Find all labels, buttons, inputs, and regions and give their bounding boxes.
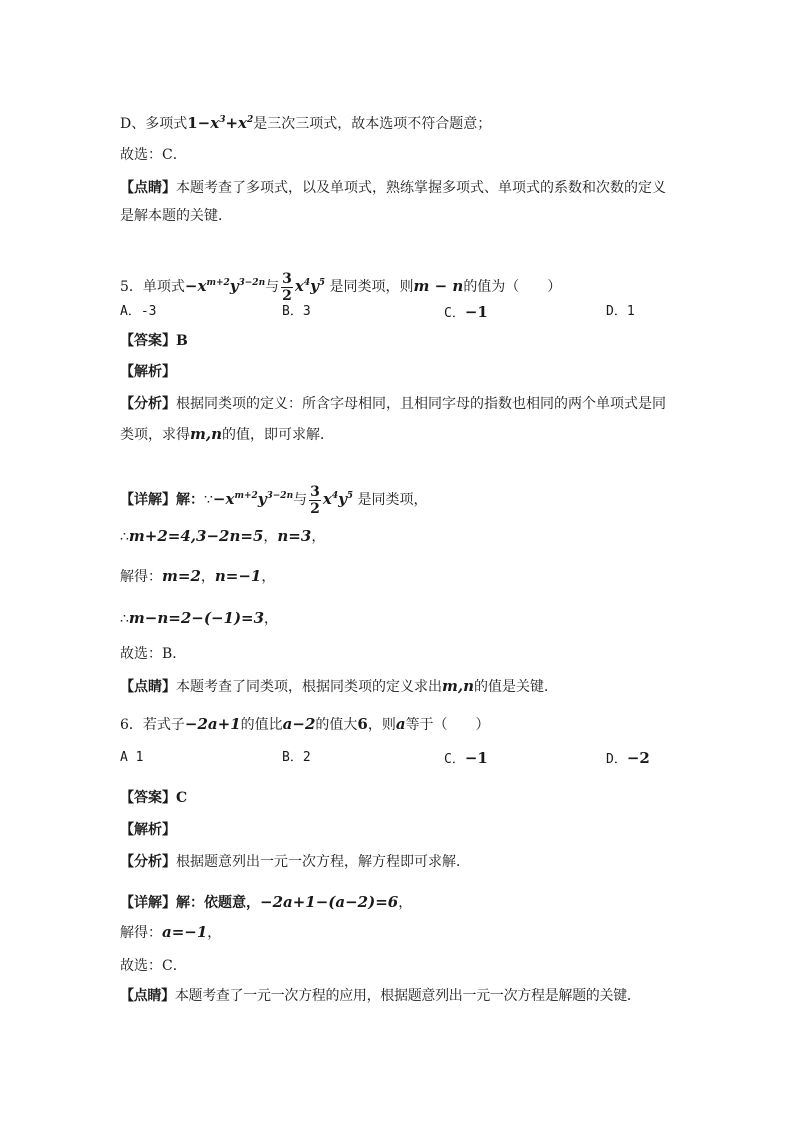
- text: 的值，即可求解．: [222, 427, 334, 443]
- note-label: 【点睛】: [120, 180, 176, 196]
- text: 解得：: [120, 925, 162, 941]
- text: 本题考查了一元一次方程的应用，根据题意列出一元一次方程是解题的关键．: [174, 988, 641, 1004]
- analysis-label: 【分析】: [120, 854, 176, 870]
- text: 故选：B．: [120, 646, 187, 662]
- text: 是同类项，则: [329, 279, 414, 295]
- option-b: B．3: [282, 304, 311, 319]
- text: C．: [444, 306, 465, 321]
- math-expression: m,n: [442, 677, 474, 695]
- text: 根据同类项的定义：所含字母相同，且相同字母的指数也相同的两个单项式是同: [176, 396, 666, 412]
- text: 故选：C．: [120, 958, 187, 974]
- analysis-header: [120, 362, 754, 382]
- detail-label: 【详解】解：依题意，: [120, 895, 260, 911]
- option-d: [606, 748, 650, 770]
- text: ，: [264, 611, 279, 627]
- note-paragraph-cont: [120, 206, 754, 226]
- math-expression: n=−1: [214, 567, 262, 585]
- math-value: −1: [464, 749, 488, 767]
- analysis-paragraph: [120, 852, 754, 872]
- text: ，: [200, 569, 215, 585]
- option-a: A．-3: [120, 304, 157, 319]
- text: 本题考查了多项式，以及单项式，熟练掌握多项式、单项式的系数和次数的定义: [176, 180, 666, 196]
- math-expression: n=3: [277, 527, 312, 545]
- option-b: B．2: [282, 750, 311, 765]
- text: 故选：C．: [120, 147, 187, 163]
- text: 是同类项，: [357, 492, 428, 508]
- option-c: [444, 302, 488, 324]
- text: 是解本题的关键．: [120, 208, 232, 224]
- question-text: 6．若式子: [120, 717, 185, 733]
- step-3: [120, 608, 754, 629]
- analysis-paragraph-cont: [120, 424, 754, 445]
- choice-line: [120, 644, 754, 664]
- text: 【解析】: [120, 364, 176, 380]
- text: 与: [293, 492, 308, 508]
- math-expression: m − n: [413, 277, 464, 295]
- text: ，: [263, 529, 278, 545]
- text: 的值比: [240, 717, 283, 733]
- text: 等于（ ）: [405, 717, 490, 733]
- text: 的值大: [315, 717, 358, 733]
- option-d-explanation: [120, 110, 754, 134]
- math-expression: $1-x^3+x^2$: [187, 114, 254, 132]
- analysis-label: 【分析】: [120, 396, 176, 412]
- answer-line: [120, 788, 754, 808]
- note-label: 【点睛】: [120, 988, 175, 1004]
- math-expression: m=2: [162, 567, 201, 585]
- math-value: −2: [626, 749, 650, 767]
- detail-line: [120, 892, 754, 913]
- text: 的值是关键．: [474, 679, 558, 695]
- text: ，则: [367, 717, 396, 733]
- math-expression: −2a+1−(a−2)=6: [260, 893, 399, 911]
- answer-label: 【答案】B: [120, 333, 188, 349]
- detail-label: 【详解】解：: [120, 492, 204, 508]
- text: ，: [398, 895, 413, 911]
- math-expression: m+2=4,3−2n=5: [128, 527, 264, 545]
- monomial-2: $x^4y^5$: [322, 490, 354, 508]
- math-expression: a−2: [282, 715, 316, 733]
- fraction: [309, 484, 321, 517]
- step-1: [120, 526, 754, 547]
- therefore-symbol: ∴: [120, 529, 129, 545]
- analysis-paragraph: [120, 394, 754, 414]
- answer-label: 【答案】C: [120, 790, 188, 806]
- text: 与: [265, 279, 280, 295]
- question-text: 5．单项式: [120, 279, 185, 295]
- math-value: −1: [464, 303, 488, 321]
- option-a: A 1: [120, 750, 144, 765]
- text: ，: [207, 925, 222, 941]
- text: ，: [261, 569, 276, 585]
- analysis-header: [120, 820, 754, 840]
- text: 本题考查了同类项，根据同类项的定义求出: [176, 679, 442, 695]
- text: D、多项式: [120, 116, 188, 132]
- fraction: [281, 271, 293, 304]
- detail-line: [120, 478, 754, 517]
- note-paragraph: [120, 676, 754, 697]
- numerator: 3: [310, 483, 320, 500]
- question-6: [120, 714, 754, 735]
- choice-line: [120, 956, 754, 976]
- monomial-1: $-x^{m+2}y^{3-2n}$: [184, 277, 266, 295]
- text: 类项，求得: [120, 427, 190, 443]
- denominator: 2: [310, 500, 320, 517]
- numerator: 3: [282, 270, 292, 287]
- therefore-symbol: ∴: [120, 611, 129, 627]
- text: 的值为（ ）: [463, 279, 562, 295]
- answer-line: [120, 331, 754, 351]
- text: C．: [444, 752, 465, 767]
- step-2: [120, 566, 754, 587]
- monomial-1: $-x^{m+2}y^{3-2n}$: [212, 490, 294, 508]
- text: 根据题意列出一元一次方程，解方程即可求解．: [176, 854, 470, 870]
- question-5: [120, 266, 754, 304]
- solution-line: [120, 922, 754, 943]
- option-c: [444, 748, 488, 770]
- text: 解得：: [120, 569, 162, 585]
- note-paragraph: [120, 986, 754, 1006]
- math-expression: m−n=2−(−1)=3: [128, 609, 265, 627]
- choice-line: [120, 145, 754, 165]
- math-expression: a=−1: [162, 923, 208, 941]
- text: 是三次三项式，故本选项不符合题意；: [253, 116, 492, 132]
- text: ，: [311, 529, 326, 545]
- note-label: 【点睛】: [120, 679, 176, 695]
- text: 【解析】: [120, 822, 176, 838]
- option-d: D．1: [606, 304, 635, 319]
- text: D．: [606, 752, 627, 767]
- math-expression: m,n: [190, 425, 222, 443]
- math-value: 6: [357, 715, 368, 733]
- note-paragraph: [120, 178, 754, 198]
- because-symbol: ∵: [204, 492, 213, 508]
- math-variable: a: [395, 715, 406, 733]
- math-expression: −2a+1: [184, 715, 241, 733]
- denominator: 2: [282, 287, 292, 304]
- monomial-2: $x^4y^5$: [294, 277, 326, 295]
